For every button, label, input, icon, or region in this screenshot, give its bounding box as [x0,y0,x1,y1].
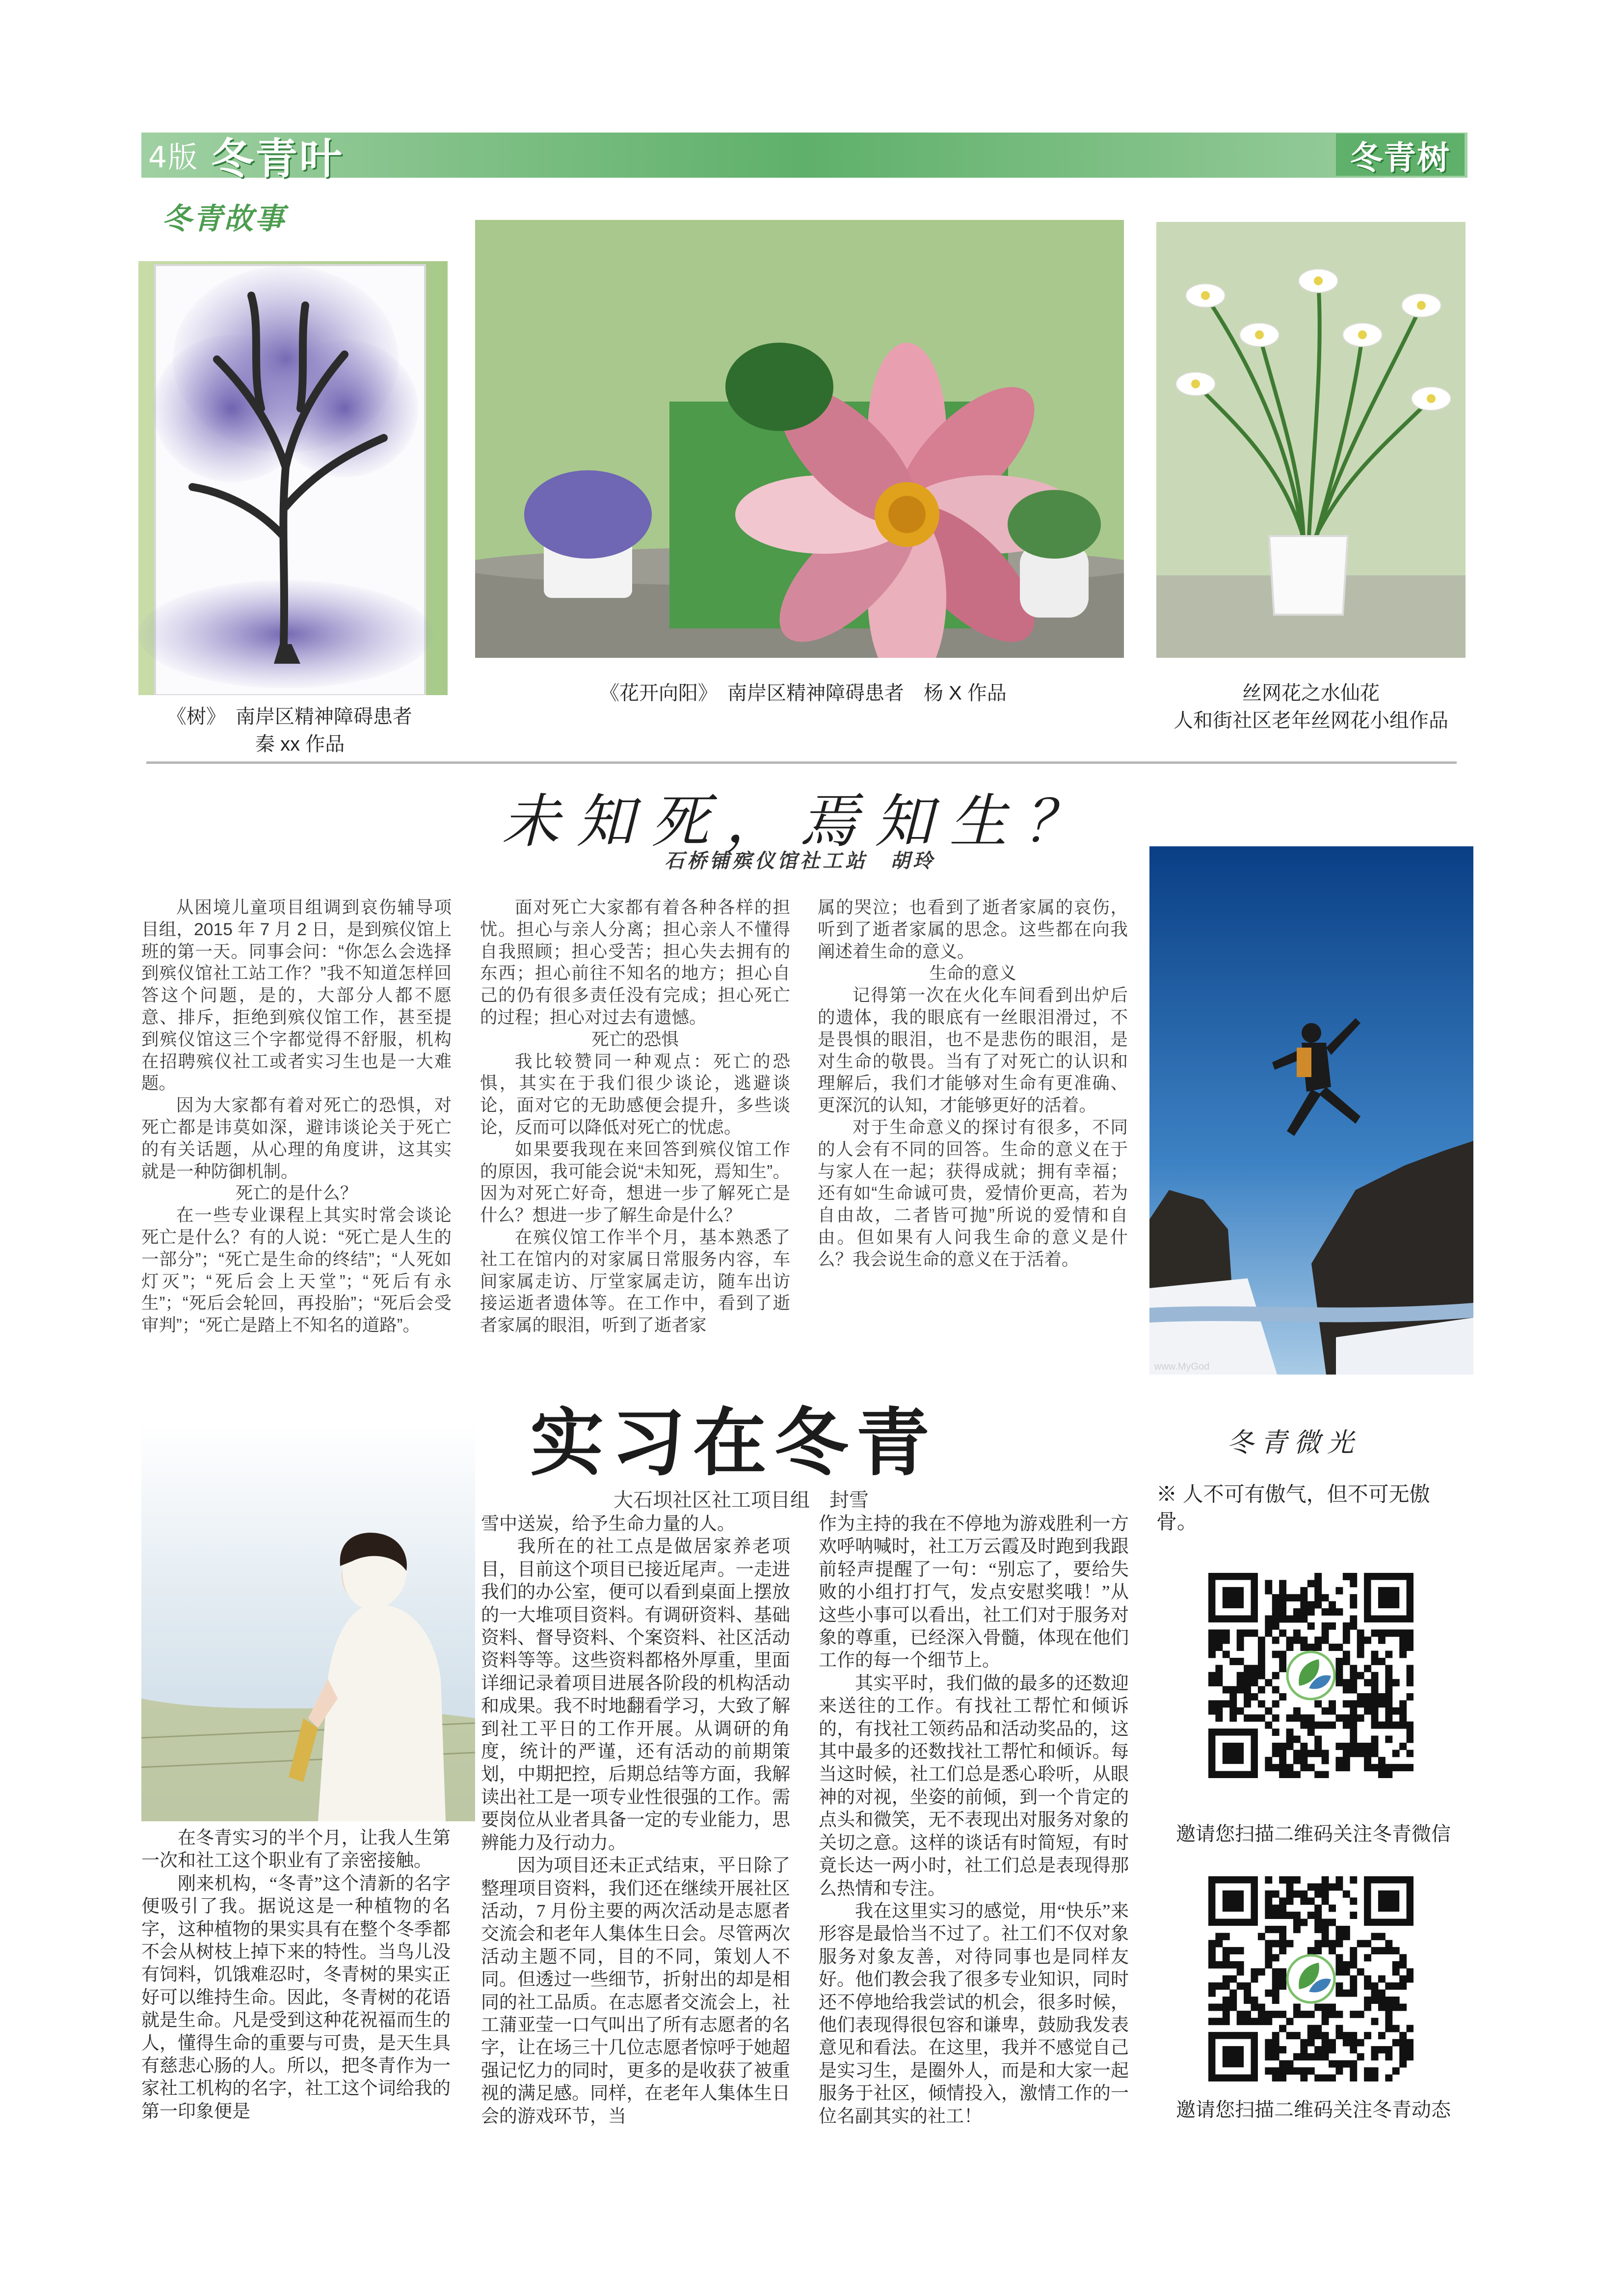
article1-column-3 [818,896,1128,1270]
qr-code-news-caption: 邀请您扫描二维码关注冬青动态 [1176,2099,1451,2121]
artwork-narcissus-caption [1156,679,1466,734]
paragraph: 记得第一次在火化车间看到出炉后的遗体，我的眼底有一丝眼泪滑过，不是畏惧的眼泪，也不是悲伤的眼泪，是对生命的敬畏。当有了对死亡的认识和理解后，我们才能够对生命有更准确、更深沉的认知，才能够更好的活着。 [818,985,1128,1115]
brand-logo [1336,134,1465,176]
subheading: 生命的意义 [929,963,1016,983]
article1-column-1 [141,896,452,1336]
narcissus-image [1156,222,1466,658]
paragraph: 因为项目还未正式结束，平日除了整理项目资料，我们还在继续开展社区活动，7 月份主要的两次活动是志愿者交流会和老年人集体生日会。尽管两次活动主题不同，目的不同，策划人不同。但透过一些细节，折射出的却是相同的社工品质。在志愿者交流会上，社工蒲亚莹一口气叫出了所有志愿者的名字，让在场三十几位志愿者惊呼于她超强记忆力的同时，更多的是收获了被重视的满足感。同样，在老年人集体生日会的游戏环节，当 [481,1856,790,2127]
artwork-flower-title: 《花开向阳》 [600,682,708,704]
smiling-woman-image [141,1424,475,1821]
artwork-narcissus-credit: 人和街社区老年丝网花小组作品 [1173,710,1448,731]
paragraph: 在一些专业课程上其实时常会谈论死亡是什么？有的人说：“死亡是人生的一部分”；“死亡是生命的终结”；“人死如灯灭”；“死后会上天堂”；“死后有永生”；“死后会轮回，再投胎”；“死后会受审判”；“死亡是踏上不知名的道路”。 [141,1205,452,1335]
subheading: 死亡的是什么？ [235,1183,358,1203]
tree-painting-image [138,261,448,695]
article2-photo-woman [141,1424,475,1821]
page-number: 4版 [148,140,199,175]
brand-name: 冬青树 [1350,138,1450,177]
climber-jump-image [1149,846,1473,1375]
article1-byline: 石桥铺殡仪馆社工站 胡玲 [665,849,935,872]
paragraph: 作为主持的我在不停地为游戏胜利一方欢呼呐喊时，社工万云霞及时跑到我跟前轻声提醒了一句：“别忘了，要给失败的小组打打气，发点安慰奖哦！”从这些小事可以看出，社工们对于服务对象的尊重，已经深入骨髓，体现在他们工作的每一个细节上。 [819,1514,1129,1671]
article2-column-1 [141,1827,451,2123]
masthead-left [141,133,344,184]
photo-watermark: www.MyGod [1154,1361,1210,1372]
paragraph: 在冬青实习的半个月，让我人生第一次和社工这个职业有了亲密接触。 [141,1828,451,1871]
artwork-tree-title: 《树》 [167,706,216,728]
article1-photo-climber [1149,846,1473,1375]
artwork-flower-caption [600,679,1140,707]
paragraph: 属的哭泣；也看到了逝者家属的哀伤，听到了逝者家属的思念。这些都在向我阐述着生命的意义。 [818,897,1128,961]
qr-code-wechat-caption: 邀请您扫描二维码关注冬青微信 [1176,1823,1451,1845]
paragraph: 对于生命意义的探讨有很多，不同的人会有不同的回答。生命的意义在于与家人在一起；获得成就；拥有幸福；还有如“生命诚可贵，爱情价更高，若为自由故，二者皆可抛”所说的爱情和自由。但如果有人问我生命的意义是什么？我会说生命的意义在于活着。 [818,1117,1128,1269]
article1-column-2 [480,896,790,1336]
subheading: 死亡的恐惧 [591,1029,679,1049]
paper-name: 冬青叶 [211,134,344,184]
paragraph: 面对死亡大家都有着各种各样的担忧。担心与亲人分离；担心亲人不懂得自我照顾；担心受苦；担心失去拥有的东西；担心前往不知名的地方；担心自己的仍有很多责任没有完成；担心死亡的过程；担心对过去有遗憾。 [480,897,790,1027]
artwork-tree-author: 南岸区精神障碍患者 [236,706,412,728]
paragraph: 雪中送炭，给予生命力量的人。 [481,1514,735,1534]
qr-code-news[interactable] [1208,1876,1413,2081]
paragraph: 如果要我现在来回答到殡仪馆工作的原因，我可能会说“未知死，焉知生”。因为对死亡好奇，想进一步了解死亡是什么？想进一步了解生命是什么？ [480,1139,790,1225]
article2-byline: 大石坝社区社工项目组 封雪 [613,1489,869,1511]
qr-code-wechat-image [1208,1573,1413,1778]
artwork-tree-caption [167,703,481,758]
qr-code-wechat[interactable] [1208,1573,1413,1778]
article2-column-3 [819,1513,1129,2128]
article2-title: 实习在冬青 [530,1400,938,1486]
paragraph: 在殡仪馆工作半个月，基本熟悉了社工在馆内的对家属日常服务内容，车间家属走访、厅堂家属走访，随车出访接运逝者遗体等。在工作中，看到了逝者家属的眼泪，听到了逝者家 [480,1227,790,1335]
paragraph: 我在这里实习的感觉，用“快乐”来形容是最恰当不过了。社工们不仅对象服务对象友善，对待同事也是同样友好。他们教会我了很多专业知识，同时还不停地给我尝试的机会，很多时候，他们表现得很包容和谦卑，鼓励我发表意见和看法。在这里，我并不感觉自己是实习生，是圈外人，而是和大家一起服务于社区，倾情投入，激情工作的一位名副其实的社工！ [819,1901,1129,2127]
article2-column-2 [481,1513,790,2128]
artwork-tree-credit: 秦 xx 作品 [255,733,345,755]
artwork-narcissus-photo [1156,222,1466,658]
section-divider [146,761,1457,764]
section-tag: 冬青故事 [162,202,286,236]
qr-code-news-image [1208,1876,1413,2081]
artwork-tree-photo [138,261,448,695]
paragraph: 刚来机构，“冬青”这个清新的名字便吸引了我。据说这是一种植物的名字，这种植物的果实具有在整个冬季都不会从树枝上掉下来的特性。当鸟儿没有饲料，饥饿难忍时，冬青树的果实正好可以维持生命。因此，冬青树的花语就是生命。凡是受到这种花祝福而生的人，懂得生命的重要与可贵，是天生具有慈悲心肠的人。所以，把冬青作为一家社工机构的名字，社工这个词给我的第一印象便是 [141,1873,451,2122]
paragraph: 其实平时，我们做的最多的还数迎来送往的工作。有找社工帮忙和倾诉的，有找社工领药品和活动奖品的，这其中最多的还数找社工帮忙和倾诉。每当这时候，社工们总是悉心聆听，从眼神的对视，坐姿的前倾，到一个肯定的点头和微笑，无不表现出对服务对象的关切之意。这样的谈话有时简短，有时竟长达一两小时，社工们总是表现得那么热情和专注。 [819,1673,1129,1899]
paragraph: 我比较赞同一种观点：死亡的恐惧，其实在于我们很少谈论，逃避谈论，面对它的无助感便会提升，多些谈论，反而可以降低对死亡的忧虑。 [480,1051,790,1137]
artwork-flower-photo [475,220,1124,658]
paragraph: 因为大家都有着对死亡的恐惧，对死亡都是讳莫如深，避讳谈论关于死亡的有关话题，从心理的角度讲，这其实就是一种防御机制。 [141,1095,452,1181]
paragraph: 我所在的社工点是做居家养老项目，目前这个项目已接近尾声。一走进我们的办公室，便可以看到桌面上摆放的一大堆项目资料。有调研资料、基础资料、督导资料、个案资料、社区活动资料等等。这些资料都格外厚重，里面详细记录着项目进展各阶段的机构活动和成果。我不时地翻看学习，大致了解到社工平日的工作开展。从调研的角度，统计的严谨，还有活动的前期策划，中期把控，后期总结等方面，我解读出社工是一项专业性很强的工作。需要岗位从业者具备一定的专业能力，思辨能力及行动力。 [481,1537,790,1853]
sidebar-title: 冬青微光 [1227,1427,1360,1458]
article1-title: 未知死，焉知生？ [501,787,1098,855]
paragraph: 从困境儿童项目组调到哀伤辅导项目组，2015 年 7 月 2 日，是到殡仪馆上班的第一天。同事会问：“你怎么会选择到殡仪馆社工站工作？”我不知道怎样回答这个问题，是的，大部分人都不愿意、排斥，拒绝到殡仪馆工作，甚至提到殡仪馆这三个字都觉得不舒服，机构在招聘殡仪社工或者实习生也是一大难题。 [141,897,452,1093]
artwork-narcissus-title: 丝网花之水仙花 [1242,682,1380,704]
flower-painting-image [475,220,1124,658]
artwork-flower-credit: 南岸区精神障碍患者 杨 X 作品 [727,682,1007,704]
sidebar-quote: ※ 人不可有傲气，但不可无傲骨。 [1156,1483,1430,1533]
